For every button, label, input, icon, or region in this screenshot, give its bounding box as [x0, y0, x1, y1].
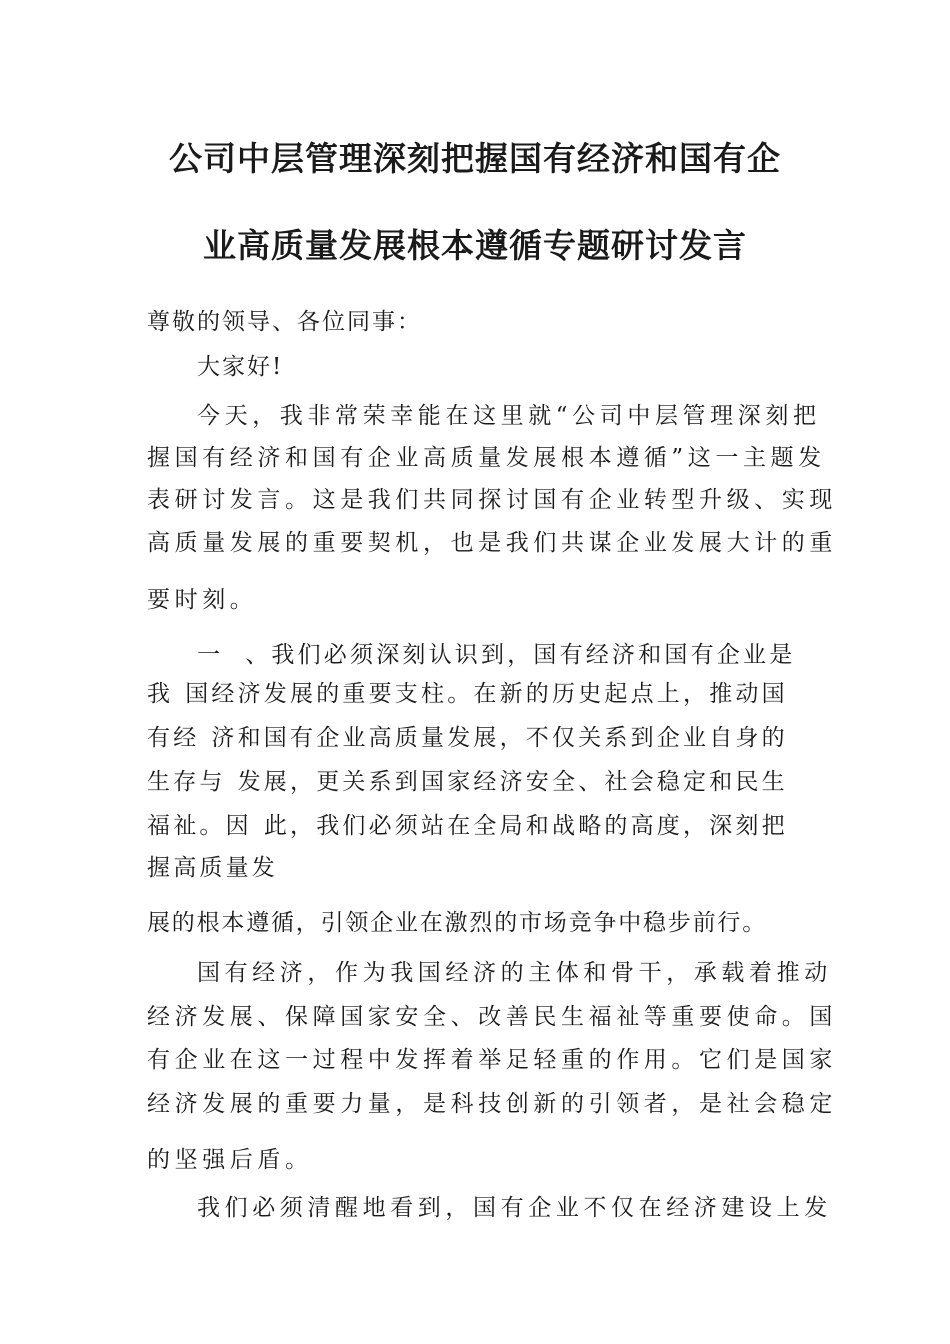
paragraph-4-line-1: 我们必须清醒地看到，国有企业不仅在经济建设上发	[197, 1195, 832, 1221]
paragraph-2-line-6: 握高质量发	[147, 855, 278, 881]
paragraph-2-line-4	[147, 771, 788, 794]
paragraph-3-line-3: 有企业在这一过程中发挥着举足轻重的作用。它们是国家	[147, 1047, 837, 1073]
document-title-line-2: 业高质量发展根本遵循专题研讨发言	[203, 226, 747, 265]
text-run: 我	[147, 681, 174, 707]
text-run: 此，我们必须站在全局和战略的高度，深刻把	[263, 813, 788, 839]
paragraph-2-line-1	[197, 644, 795, 667]
text-run: 发展，更关系到国家经济安全、社会稳定和民生	[237, 769, 788, 795]
text-run: 、我们必须深刻认识到，国有经济和国有企业是	[245, 642, 796, 668]
text-run: 国经济发展的重要支柱。在新的历史起点上，推动国	[185, 681, 788, 707]
paragraph-2-line-5	[147, 815, 788, 838]
paragraph-1-line-3: 表研讨发言。这是我们共同探讨国有企业转型升级、实现	[147, 487, 837, 513]
salutation: 尊敬的领导、各位同事：	[147, 309, 422, 335]
text-run: 生存与	[147, 769, 226, 795]
text-run: 福祉。因	[147, 813, 252, 839]
text-run: 一	[197, 642, 224, 668]
paragraph-3-line-5: 的坚强后盾。	[147, 1147, 313, 1173]
paragraph-2-line-2	[147, 683, 788, 706]
paragraph-1-line-4: 高质量发展的重要契机，也是我们共谋企业发展大计的重	[147, 530, 837, 556]
paragraph-1-line-5: 要时刻。	[147, 587, 258, 613]
paragraph-3-line-1: 国有经济，作为我国经济的主体和骨干，承载着推动	[197, 960, 832, 986]
document-title-line-1: 公司中层管理深刻把握国有经济和国有企	[169, 139, 781, 178]
paragraph-1-line-2: 握国有经济和国有企业高质量发展根本遵循”这一主题发	[147, 445, 826, 471]
paragraph-2-line-3	[147, 727, 788, 750]
paragraph-3-line-4: 经济发展的重要力量，是科技创新的引领者，是社会稳定	[147, 1091, 837, 1117]
text-run: 济和国有企业高质量发展，不仅关系到企业自身的	[211, 725, 788, 751]
paragraph-3-line-2: 经济发展、保障国家安全、改善民生福祉等重要使命。国	[147, 1004, 837, 1030]
paragraph-2-line-7: 展的根本遵循，引领企业在激烈的市场竞争中稳步前行。	[147, 910, 767, 936]
paragraph-1-line-1: 今天，我非常荣幸能在这里就“公司中层管理深刻把	[197, 403, 821, 429]
text-run: 有经	[147, 725, 200, 751]
greeting: 大家好!	[197, 354, 284, 380]
